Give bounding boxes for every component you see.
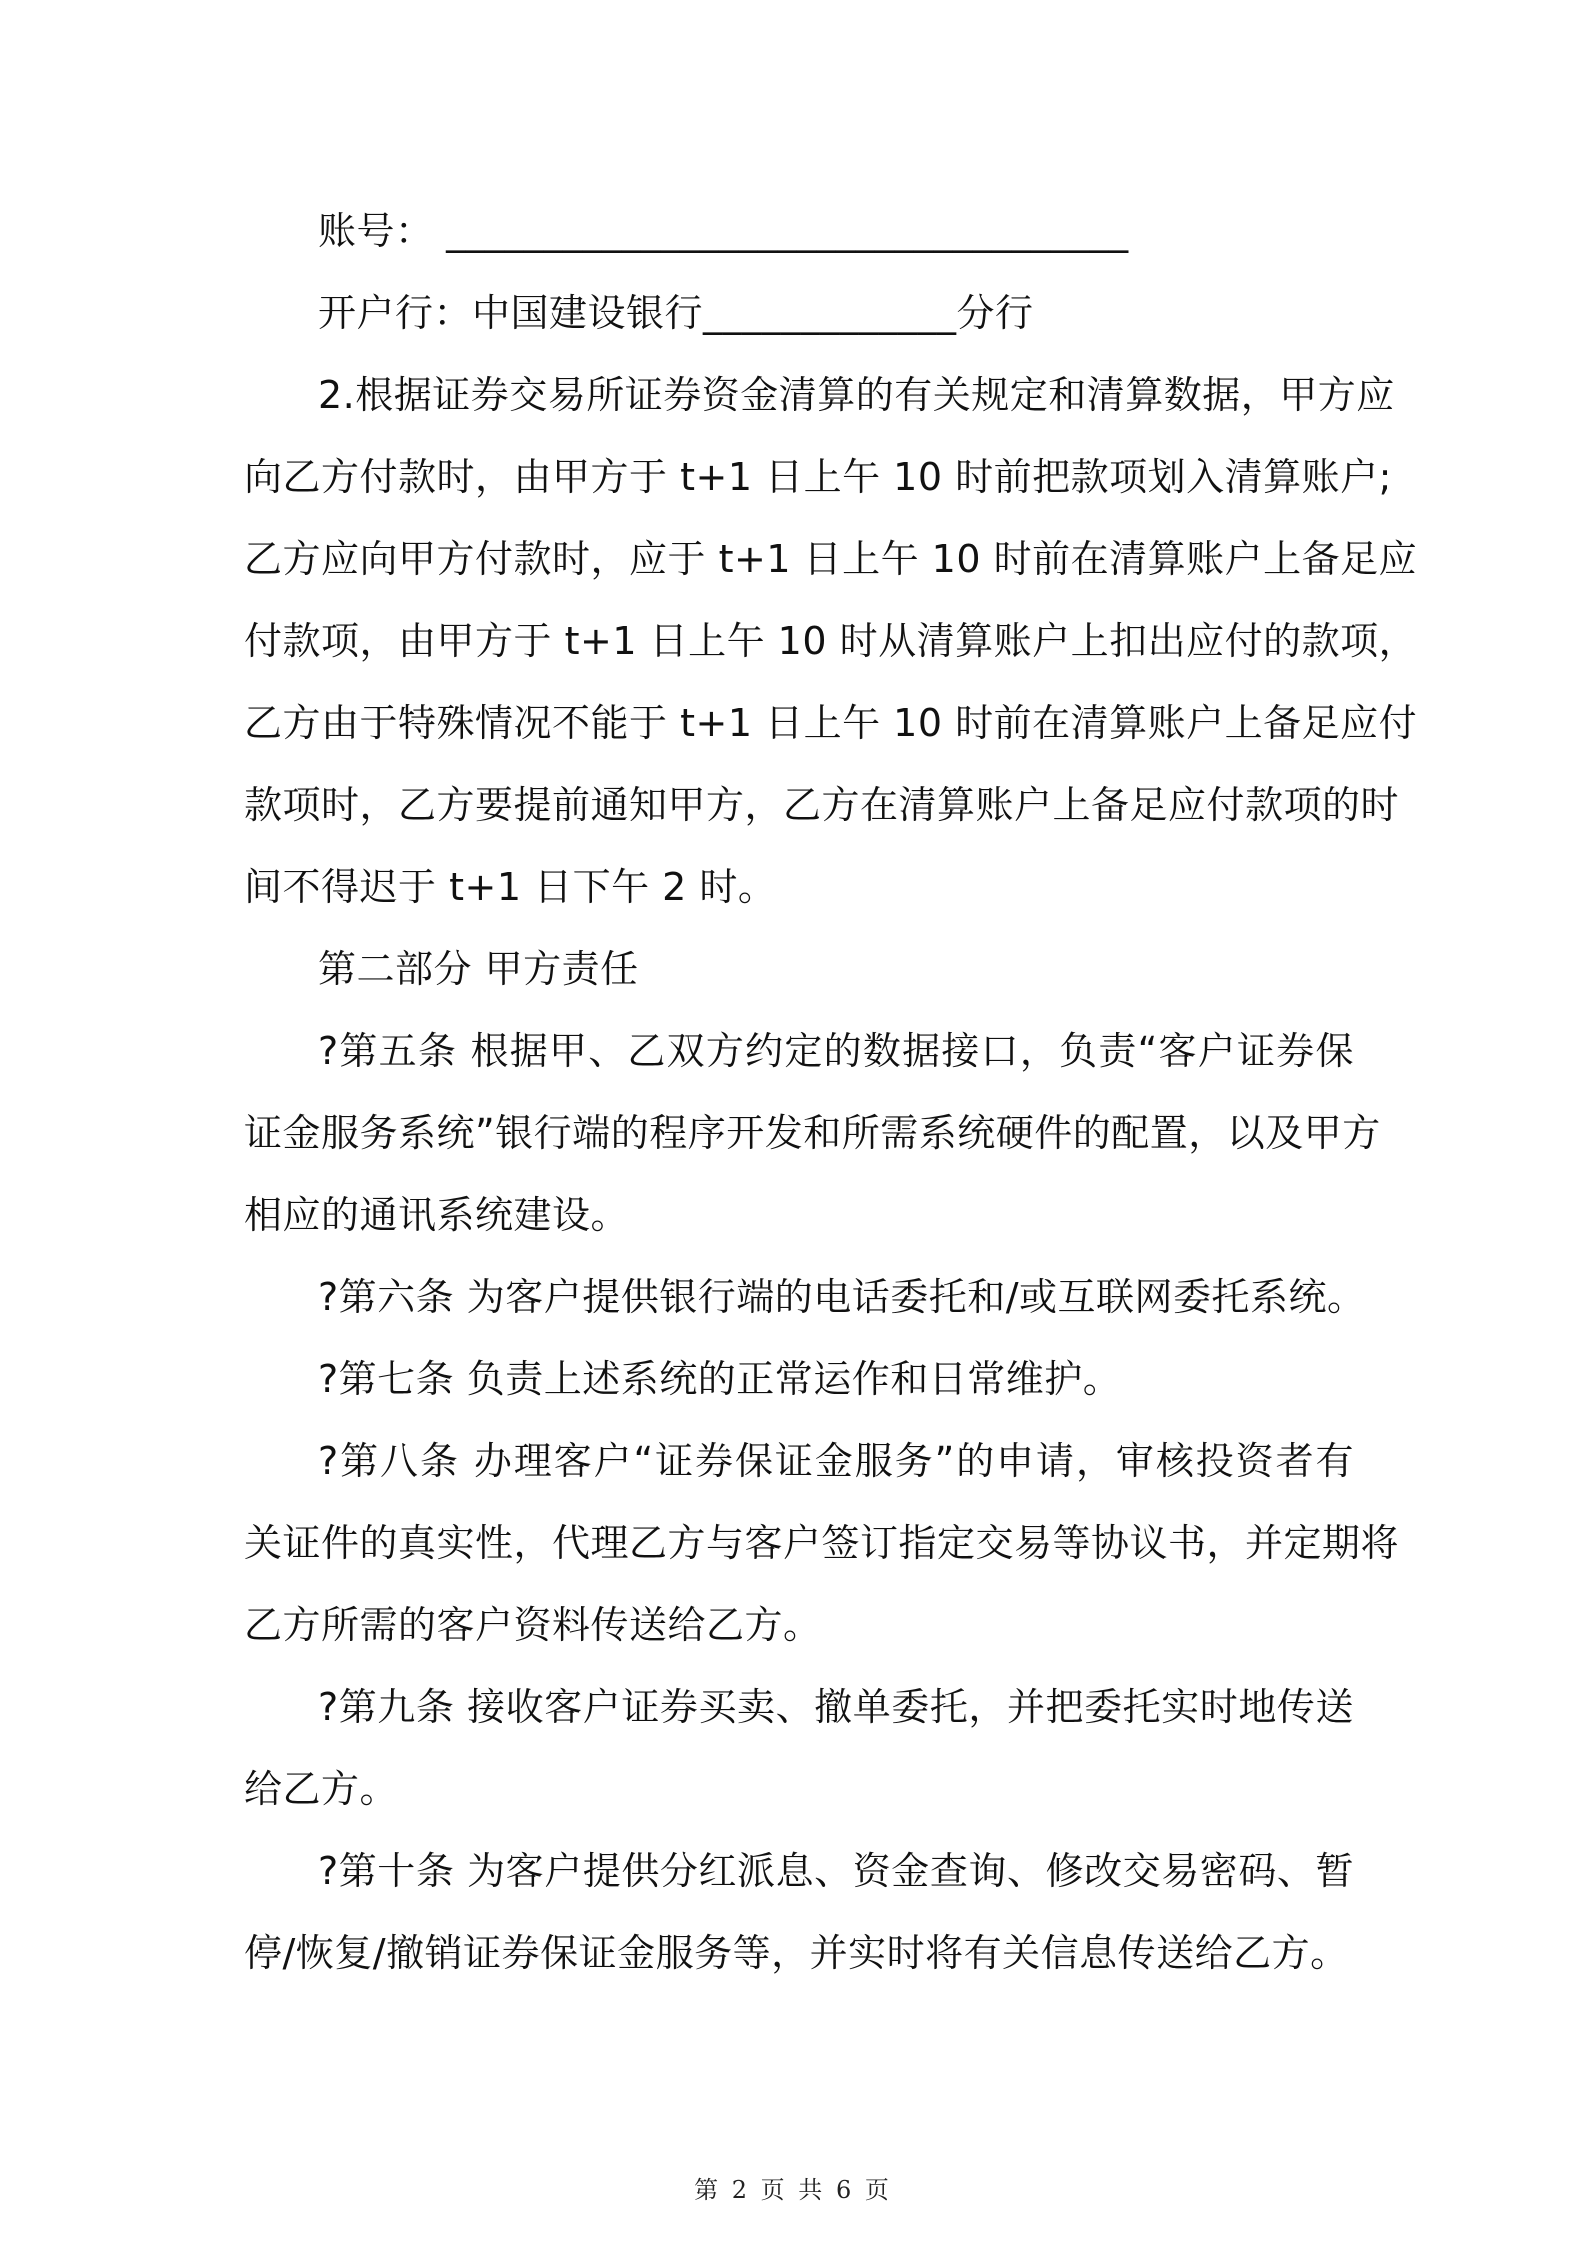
paragraph-line: 间不得迟于 t+1 日下午 2 时。 <box>244 865 777 909</box>
article-line: ?第五条 根据甲、乙双方约定的数据接口，负责“客户证券保 <box>318 1029 1354 1073</box>
article-line: 相应的通讯系统建设。 <box>244 1193 630 1237</box>
article-line: ?第六条 为客户提供银行端的电话委托和/或互联网委托系统。 <box>318 1275 1366 1319</box>
article-line: ?第八条 办理客户“证券保证金服务”的申请，审核投资者有 <box>318 1439 1354 1483</box>
article-line: 停/恢复/撤销证券保证金服务等，并实时将有关信息传送给乙方。 <box>244 1931 1349 1975</box>
paragraph-line: 2.根据证券交易所证券资金清算的有关规定和清算数据，甲方应 <box>318 373 1395 417</box>
article-line: 乙方所需的客户资料传送给乙方。 <box>244 1603 822 1647</box>
account-number-line: 账号： ___________________________________ <box>318 209 1129 253</box>
article-line: ?第七条 负责上述系统的正常运作和日常维护。 <box>318 1357 1122 1401</box>
paragraph-line: 款项时，乙方要提前通知甲方，乙方在清算账户上备足应付款项的时 <box>244 783 1400 827</box>
article-line: ?第十条 为客户提供分红派息、资金查询、修改交易密码、暂 <box>318 1849 1354 1893</box>
bank-branch-line: 开户行：中国建设银行_____________分行 <box>318 291 1034 335</box>
article-line: 证金服务系统”银行端的程序开发和所需系统硬件的配置，以及甲方 <box>244 1111 1381 1155</box>
page-number-footer: 第 2 页 共 6 页 <box>694 2176 892 2204</box>
section-heading: 第二部分 甲方责任 <box>318 947 639 991</box>
paragraph-line: 付款项，由甲方于 t+1 日上午 10 时从清算账户上扣出应付的款项， <box>244 619 1418 663</box>
article-line: 给乙方。 <box>244 1767 399 1811</box>
paragraph-line: 乙方应向甲方付款时，应于 t+1 日上午 10 时前在清算账户上备足应 <box>244 537 1418 581</box>
article-line: ?第九条 接收客户证券买卖、撤单委托，并把委托实时地传送 <box>318 1685 1354 1729</box>
article-line: 关证件的真实性，代理乙方与客户签订指定交易等协议书，并定期将 <box>244 1521 1400 1565</box>
paragraph-line: 向乙方付款时，由甲方于 t+1 日上午 10 时前把款项划入清算账户; <box>244 455 1392 499</box>
paragraph-line: 乙方由于特殊情况不能于 t+1 日上午 10 时前在清算账户上备足应付 <box>244 701 1418 745</box>
